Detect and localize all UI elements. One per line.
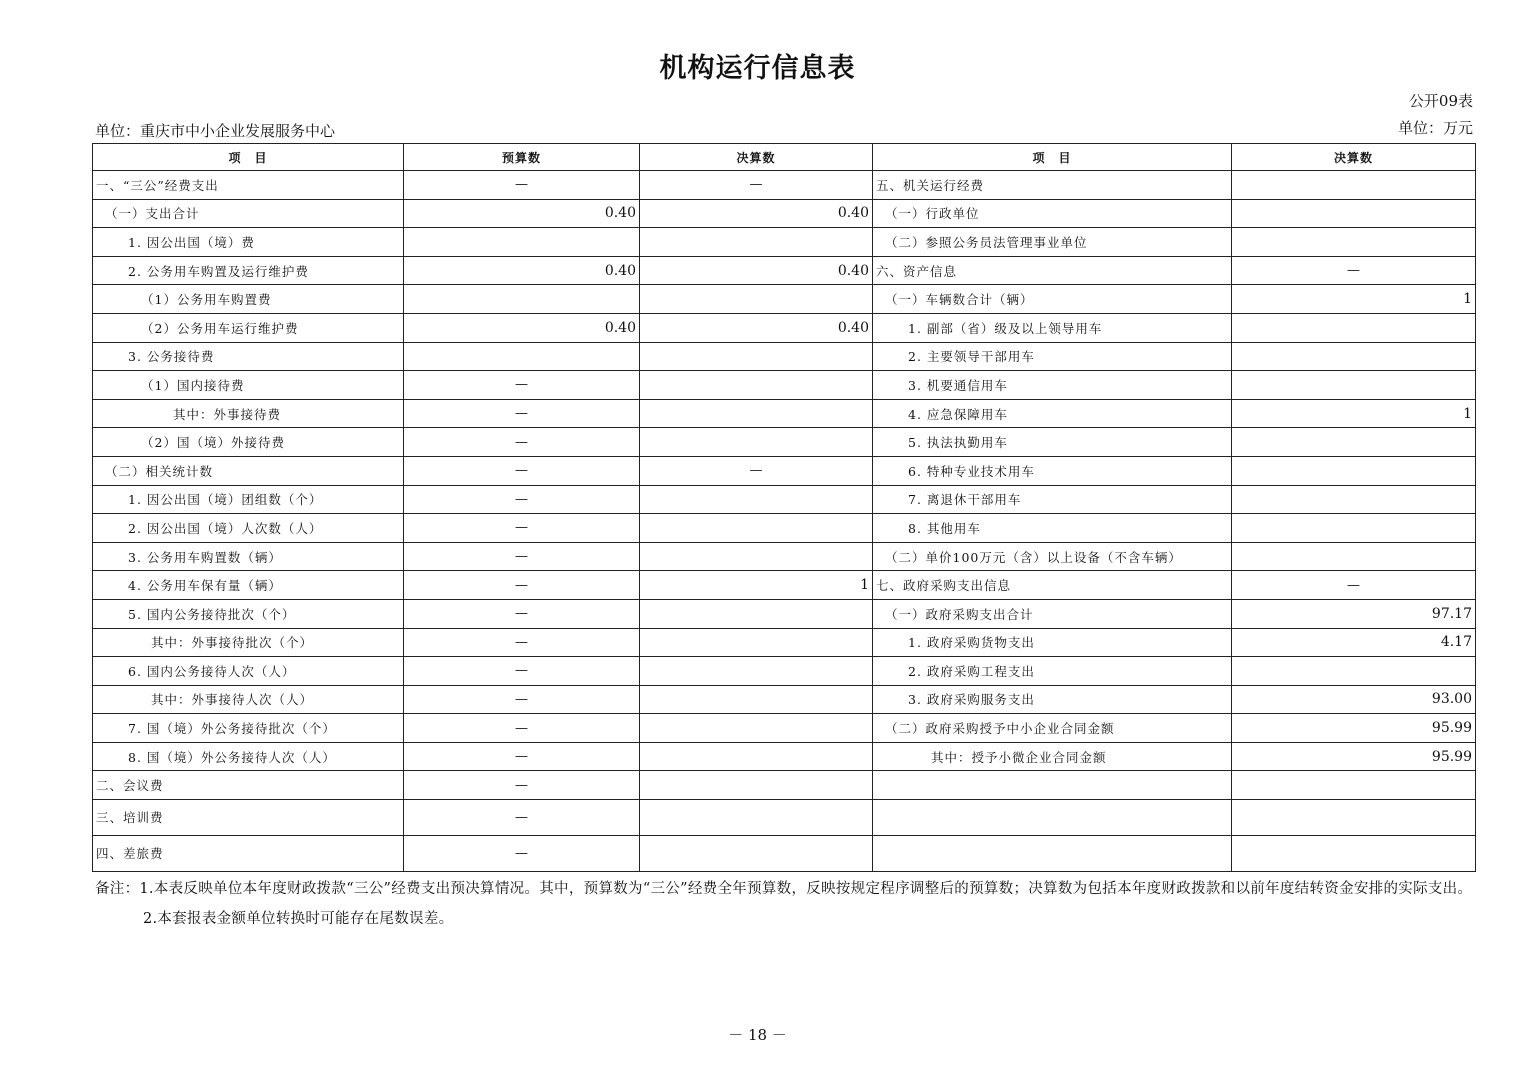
final-cell-left <box>640 485 873 514</box>
budget-cell: — <box>404 571 640 600</box>
final-cell-left <box>640 428 873 457</box>
row-label-right: （二）政府采购授予中小企业合同金额 <box>873 714 1232 743</box>
row-label-left: 4. 公务用车保有量（辆） <box>93 571 404 600</box>
row-label-right: （一）政府采购支出合计 <box>873 599 1232 628</box>
table-row <box>93 771 1476 800</box>
budget-cell <box>404 228 640 257</box>
budget-cell: — <box>404 628 640 657</box>
budget-cell: — <box>404 371 640 400</box>
row-label-left: （1）公务用车购置费 <box>93 285 404 314</box>
row-label-right: （一）车辆数合计（辆） <box>873 285 1232 314</box>
final-cell-right: 95.99 <box>1232 714 1476 743</box>
final-cell-right <box>1232 835 1476 871</box>
final-cell-right <box>1232 313 1476 342</box>
final-cell-right <box>1232 342 1476 371</box>
table-header-row <box>93 144 1476 171</box>
row-label-right: 2. 主要领导干部用车 <box>873 342 1232 371</box>
table-row <box>93 714 1476 743</box>
row-label-left: 其中：外事接待批次（个） <box>93 628 404 657</box>
final-cell-right: 95.99 <box>1232 742 1476 771</box>
header-final-left: 决算数 <box>640 144 873 171</box>
header-item-right: 项 目 <box>873 144 1232 171</box>
row-label-right: 6. 特种专业技术用车 <box>873 456 1232 485</box>
row-label-right: 3. 政府采购服务支出 <box>873 685 1232 714</box>
row-label-right <box>873 771 1232 800</box>
row-label-left: 其中：外事接待人次（人） <box>93 685 404 714</box>
header-final-right: 决算数 <box>1232 144 1476 171</box>
header-budget: 预算数 <box>404 144 640 171</box>
final-cell-right <box>1232 514 1476 543</box>
final-cell-left <box>640 628 873 657</box>
table-row <box>93 685 1476 714</box>
final-cell-right <box>1232 542 1476 571</box>
header-item-left: 项 目 <box>93 144 404 171</box>
final-cell-left: — <box>640 456 873 485</box>
row-label-left: （二）相关统计数 <box>93 456 404 485</box>
final-cell-left <box>640 835 873 871</box>
row-label-left: 一、“三公”经费支出 <box>93 171 404 200</box>
row-label-left: 2. 因公出国（境）人次数（人） <box>93 514 404 543</box>
row-label-left: 8. 国（境）外公务接待人次（人） <box>93 742 404 771</box>
final-cell-left <box>640 285 873 314</box>
final-cell-left: 0.40 <box>640 199 873 228</box>
final-cell-right: 1 <box>1232 399 1476 428</box>
final-cell-right: — <box>1232 571 1476 600</box>
row-label-left: （2）公务用车运行维护费 <box>93 313 404 342</box>
final-cell-left: — <box>640 171 873 200</box>
budget-cell: — <box>404 771 640 800</box>
final-cell-left <box>640 657 873 686</box>
row-label-right: 7. 离退休干部用车 <box>873 485 1232 514</box>
table-row <box>93 485 1476 514</box>
table-row <box>93 456 1476 485</box>
table-row <box>93 571 1476 600</box>
final-cell-right <box>1232 228 1476 257</box>
page-number: － 18 － <box>728 1026 787 1044</box>
page-title: 机构运行信息表 <box>659 53 856 84</box>
row-label-right: 2. 政府采购工程支出 <box>873 657 1232 686</box>
budget-cell: — <box>404 800 640 836</box>
table-row <box>93 628 1476 657</box>
money-unit: 单位：万元 <box>1397 119 1473 137</box>
note-2: 2.本套报表金额单位转换时可能存在尾数误差。 <box>143 911 454 927</box>
final-cell-right <box>1232 800 1476 836</box>
table-row <box>93 542 1476 571</box>
row-label-right: 五、机关运行经费 <box>873 171 1232 200</box>
row-label-left: 1. 因公出国（境）团组数（个） <box>93 485 404 514</box>
budget-cell: — <box>404 428 640 457</box>
final-cell-left <box>640 685 873 714</box>
budget-cell: — <box>404 542 640 571</box>
row-label-right <box>873 800 1232 836</box>
table-row <box>93 428 1476 457</box>
budget-cell: — <box>404 714 640 743</box>
budget-cell: 0.40 <box>404 256 640 285</box>
row-label-right: 六、资产信息 <box>873 256 1232 285</box>
table-row <box>93 800 1476 836</box>
budget-cell: — <box>404 685 640 714</box>
row-label-left: （一）支出合计 <box>93 199 404 228</box>
form-number: 公开09表 <box>1408 92 1473 110</box>
table-row <box>93 742 1476 771</box>
final-cell-left <box>640 714 873 743</box>
row-label-left: 其中：外事接待费 <box>93 399 404 428</box>
final-cell-right: 97.17 <box>1232 599 1476 628</box>
final-cell-right <box>1232 371 1476 400</box>
table-row <box>93 835 1476 871</box>
budget-cell <box>404 342 640 371</box>
row-label-left: 四、差旅费 <box>93 835 404 871</box>
budget-cell: — <box>404 171 640 200</box>
final-cell-left <box>640 514 873 543</box>
budget-cell: — <box>404 399 640 428</box>
row-label-left: （2）国（境）外接待费 <box>93 428 404 457</box>
row-label-right: （一）行政单位 <box>873 199 1232 228</box>
table-body <box>93 171 1476 872</box>
table-row <box>93 313 1476 342</box>
table-row <box>93 171 1476 200</box>
row-label-left: （1）国内接待费 <box>93 371 404 400</box>
row-label-right: 8. 其他用车 <box>873 514 1232 543</box>
final-cell-right <box>1232 199 1476 228</box>
row-label-right: （二）单价100万元（含）以上设备（不含车辆） <box>873 542 1232 571</box>
final-cell-right: — <box>1232 256 1476 285</box>
row-label-left: 3. 公务用车购置数（辆） <box>93 542 404 571</box>
reporting-unit: 单位：重庆市中小企业发展服务中心 <box>95 122 336 140</box>
row-label-left: 6. 国内公务接待人次（人） <box>93 657 404 686</box>
final-cell-right <box>1232 657 1476 686</box>
final-cell-left: 1 <box>640 571 873 600</box>
table-row <box>93 228 1476 257</box>
table-row <box>93 399 1476 428</box>
final-cell-right: 4.17 <box>1232 628 1476 657</box>
final-cell-right <box>1232 456 1476 485</box>
final-cell-left <box>640 542 873 571</box>
table-row <box>93 371 1476 400</box>
final-cell-left: 0.40 <box>640 313 873 342</box>
row-label-left: 二、会议费 <box>93 771 404 800</box>
note-1: 备注：1.本表反映单位本年度财政拨款“三公”经费支出预决算情况。其中，预算数为“三公”经费全年预算数，反映按规定程序调整后的预算数；决算数为包括本年度财政拨款和以前年度结转资金安排的实际支出。 <box>95 881 1473 897</box>
table-row <box>93 599 1476 628</box>
final-cell-left <box>640 599 873 628</box>
budget-cell: — <box>404 599 640 628</box>
final-cell-right <box>1232 771 1476 800</box>
budget-cell: 0.40 <box>404 313 640 342</box>
table-row <box>93 342 1476 371</box>
row-label-right: 1. 政府采购货物支出 <box>873 628 1232 657</box>
budget-cell: — <box>404 456 640 485</box>
budget-cell: — <box>404 514 640 543</box>
final-cell-left <box>640 342 873 371</box>
table-row <box>93 514 1476 543</box>
final-cell-right <box>1232 485 1476 514</box>
final-cell-left: 0.40 <box>640 256 873 285</box>
final-cell-left <box>640 228 873 257</box>
row-label-right: 其中：授予小微企业合同金额 <box>873 742 1232 771</box>
row-label-right <box>873 835 1232 871</box>
budget-cell: — <box>404 485 640 514</box>
final-cell-left <box>640 800 873 836</box>
final-cell-left <box>640 399 873 428</box>
row-label-right: （二）参照公务员法管理事业单位 <box>873 228 1232 257</box>
final-cell-right <box>1232 171 1476 200</box>
table-row <box>93 256 1476 285</box>
budget-cell: — <box>404 742 640 771</box>
budget-cell: — <box>404 835 640 871</box>
row-label-left: 1. 因公出国（境）费 <box>93 228 404 257</box>
final-cell-right <box>1232 428 1476 457</box>
final-cell-left <box>640 771 873 800</box>
row-label-left: 2. 公务用车购置及运行维护费 <box>93 256 404 285</box>
row-label-left: 7. 国（境）外公务接待批次（个） <box>93 714 404 743</box>
info-table <box>92 143 1476 872</box>
row-label-left: 5. 国内公务接待批次（个） <box>93 599 404 628</box>
row-label-right: 3. 机要通信用车 <box>873 371 1232 400</box>
table-row <box>93 285 1476 314</box>
row-label-right: 4. 应急保障用车 <box>873 399 1232 428</box>
budget-cell <box>404 285 640 314</box>
budget-cell: — <box>404 657 640 686</box>
row-label-right: 1. 副部（省）级及以上领导用车 <box>873 313 1232 342</box>
table-row <box>93 657 1476 686</box>
notes <box>95 874 1477 934</box>
final-cell-right: 1 <box>1232 285 1476 314</box>
final-cell-right: 93.00 <box>1232 685 1476 714</box>
final-cell-left <box>640 742 873 771</box>
row-label-right: 5. 执法执勤用车 <box>873 428 1232 457</box>
row-label-left: 3. 公务接待费 <box>93 342 404 371</box>
table-row <box>93 199 1476 228</box>
budget-cell: 0.40 <box>404 199 640 228</box>
row-label-left: 三、培训费 <box>93 800 404 836</box>
row-label-right: 七、政府采购支出信息 <box>873 571 1232 600</box>
final-cell-left <box>640 371 873 400</box>
